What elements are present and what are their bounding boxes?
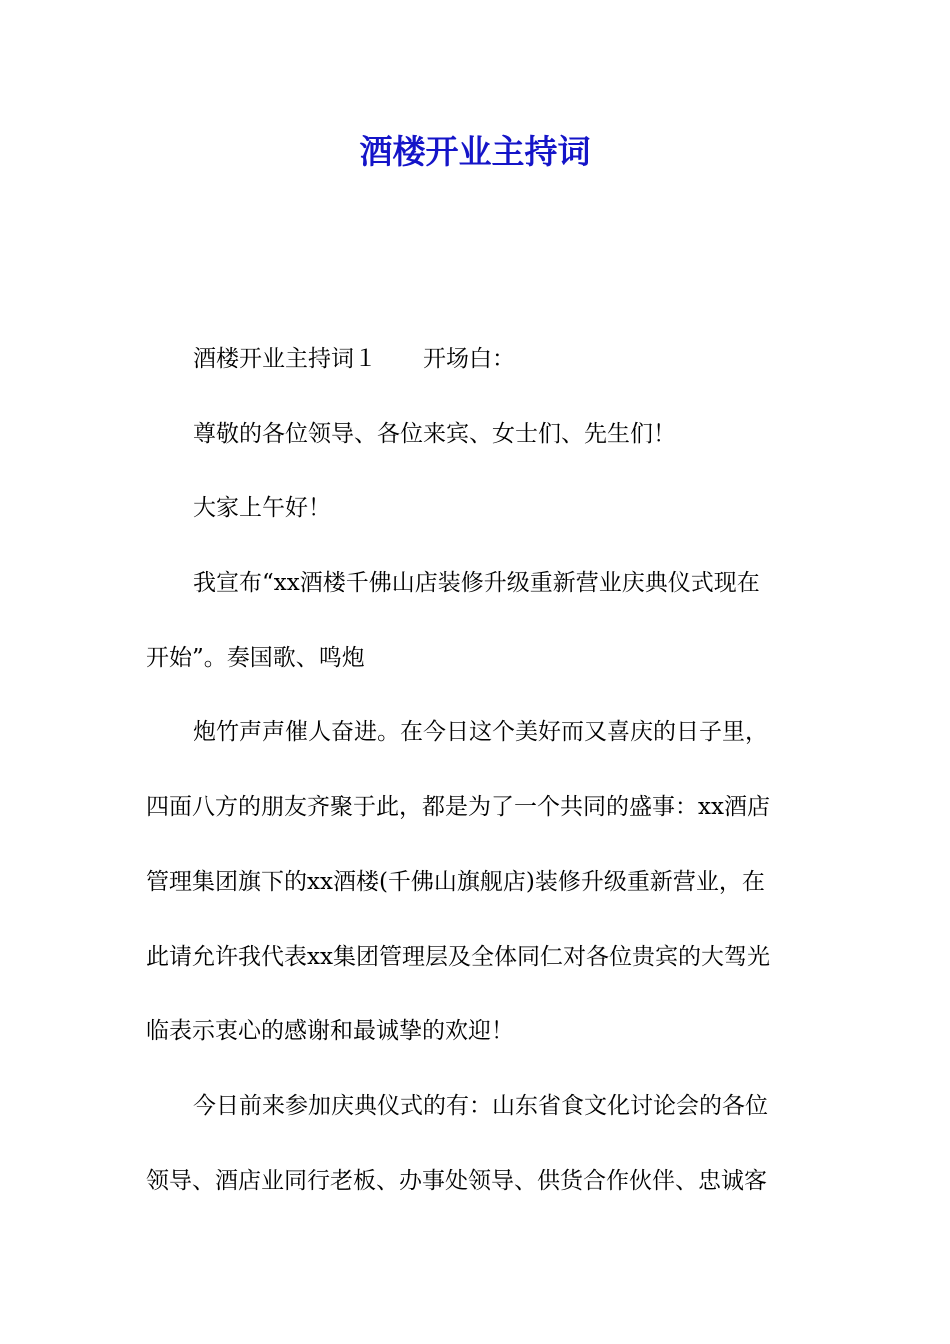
- paragraph-line: 尊敬的各位领导、各位来宾、女士们、先生们！: [193, 421, 676, 447]
- document-title: 酒楼开业主持词: [359, 132, 591, 171]
- section-subheading: 开场白：: [423, 346, 515, 372]
- paragraph-line: 管理集团旗下的xx酒楼(千佛山旗舰店)装修升级重新营业，在: [146, 869, 765, 895]
- paragraph-line: 炮竹声声催人奋进。在今日这个美好而又喜庆的日子里，: [193, 719, 768, 745]
- paragraph-line: 大家上午好！: [193, 495, 331, 521]
- opening-line: [193, 343, 857, 375]
- paragraph-line: 此请允许我代表xx集团管理层及全体同仁对各位贵宾的大驾光: [146, 944, 770, 970]
- paragraph-line: 我宣布“xx酒楼千佛山店装修升级重新营业庆典仪式现在: [193, 570, 760, 596]
- paragraph-line: 四面八方的朋友齐聚于此，都是为了一个共同的盛事：xx酒店: [146, 794, 770, 820]
- paragraph-line: 开始”。奏国歌、鸣炮: [146, 645, 365, 671]
- paragraph-line: 领导、酒店业同行老板、办事处领导、供货合作伙伴、忠诚客: [146, 1168, 767, 1194]
- section-heading: 酒楼开业主持词１: [193, 346, 377, 372]
- paragraph-line: 临表示衷心的感谢和最诚挚的欢迎！: [146, 1018, 514, 1044]
- paragraph-line: 今日前来参加庆典仪式的有：山东省食文化讨论会的各位: [193, 1093, 768, 1119]
